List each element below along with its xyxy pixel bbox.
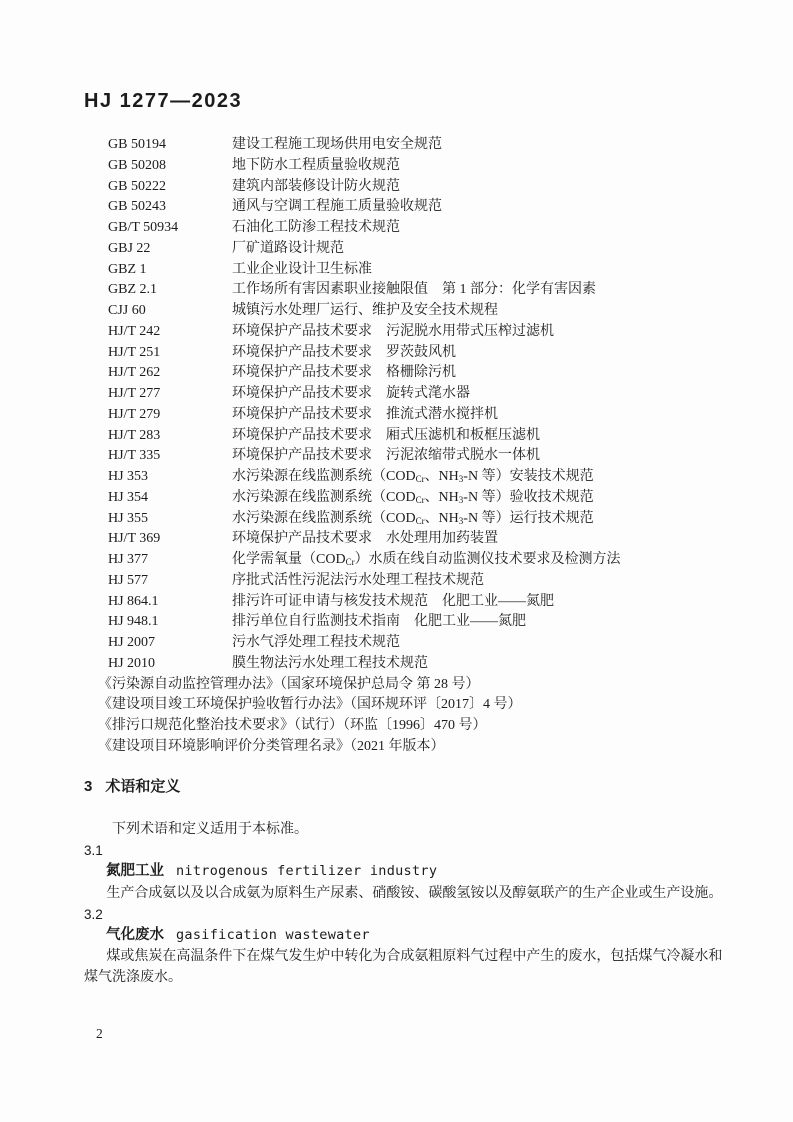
term-items (84, 840, 734, 988)
reference-code: HJ/T 335 (108, 448, 161, 464)
reference-row (98, 280, 621, 301)
reference-note: 《建设项目竣工环境保护验收暂行办法》（国环规环评〔2017〕4 号） (98, 697, 522, 713)
reference-title: 序批式活性污泥法污水处理工程技术规范 (232, 572, 484, 588)
reference-code: HJ/T 251 (108, 344, 161, 360)
reference-code: GBZ 2.1 (108, 282, 157, 298)
reference-title: 工作场所有害因素职业接触限值 第 1 部分：化学有害因素 (232, 282, 596, 298)
reference-row (98, 612, 621, 633)
reference-code: GB/T 50934 (108, 220, 179, 235)
reference-note: 《污染源自动监控管理办法》（国家环境保护总局令 第 28 号） (98, 676, 480, 692)
reference-code: HJ 354 (108, 489, 149, 505)
normative-references-list (98, 135, 621, 758)
reference-row (98, 592, 621, 613)
terms-and-definitions-section (84, 777, 734, 989)
reference-title: 建设工程施工现场供用电安全规范 (232, 137, 442, 152)
reference-row (98, 529, 621, 550)
reference-row (98, 571, 621, 592)
reference-title: 排污单位自行监测技术指南 化肥工业——氮肥 (232, 614, 526, 630)
reference-code: HJ 864.1 (108, 593, 159, 609)
term-english: nitrogenous fertilizer industry (176, 863, 438, 880)
reference-title: 水污染源在线监测系统（$COD_{Cr}$、$NH_3-N$ 等）运行技术规范 (232, 510, 594, 526)
reference-code: GB 50222 (108, 178, 166, 194)
reference-row (98, 343, 621, 364)
reference-code: HJ 2010 (108, 655, 156, 671)
reference-title: 环境保护产品技术要求 厢式压滤机和板框压滤机 (232, 427, 540, 443)
reference-title: 化学需氧量$(COD_{Cr})$水质在线自动监测仪技术要求及检测方法 (232, 552, 621, 567)
reference-title: 环境保护产品技术要求 污泥脱水用带式压榨过滤机 (232, 323, 554, 339)
reference-row (98, 218, 621, 239)
reference-row (98, 405, 621, 426)
section-title: 术语和定义 (105, 778, 181, 795)
reference-title: 地下防水工程质量验收规范 (232, 157, 400, 173)
reference-code: HJ 2007 (108, 635, 156, 650)
reference-code: HJ/T 369 (108, 531, 161, 547)
terms-intro: 下列术语和定义适用于本标准。 (112, 822, 308, 837)
reference-note: 《排污口规范化整治技术要求》（试行）（环监〔1996〕470 号） (98, 718, 487, 733)
reference-title: 环境保护产品技术要求 推流式潜水搅拌机 (232, 406, 498, 422)
reference-title: 环境保护产品技术要求 格栅除污机 (232, 365, 456, 381)
term-definition: 煤或焦炭在高温条件下在煤气发生炉中转化为合成氨粗原料气过程中产生的废水，包括煤气冷凝水和煤气洗涤废水。 (84, 949, 723, 986)
section-number: 3 (84, 778, 93, 795)
reference-code: HJ 355 (108, 510, 149, 526)
reference-title: 膜生物法污水处理工程技术规范 (232, 655, 428, 671)
reference-title: 环境保护产品技术要求 污泥浓缩带式脱水一体机 (232, 448, 540, 464)
term-definition: 生产合成氨以及以合成氨为原料生产尿素、硝酸铵、碳酸氢铵以及醇氨联产的生产企业或生产设施。 (106, 885, 723, 901)
reference-row (98, 363, 621, 384)
reference-title: 环境保护产品技术要求 罗茨鼓风机 (232, 344, 456, 360)
reference-title: 工业企业设计卫生标准 (232, 261, 372, 277)
reference-row (98, 633, 621, 654)
term-english: gasification wastewater (176, 927, 370, 944)
reference-code: HJ/T 262 (108, 365, 161, 381)
reference-code: GB 50194 (108, 137, 166, 152)
term-line (84, 925, 734, 946)
reference-row (98, 239, 621, 260)
reference-code: CJJ 60 (108, 303, 146, 318)
reference-code: HJ/T 283 (108, 427, 161, 443)
reference-title: 环境保护产品技术要求 水处理用加药装置 (232, 531, 498, 547)
reference-row (98, 197, 621, 218)
page-number: 2 (96, 1026, 103, 1041)
reference-row (98, 654, 621, 675)
reference-title: 厂矿道路设计规范 (232, 240, 344, 256)
reference-note: 《建设项目环境影响评价分类管理名录》（2021 年版本） (98, 738, 445, 754)
reference-title: 排污许可证申请与核发技术规范 化肥工业——氮肥 (232, 593, 554, 609)
reference-row (98, 550, 621, 571)
reference-row (98, 384, 621, 405)
reference-title: 水污染源在线监测系统（$COD_{Cr}$、$NH_3-N$ 等）验收技术规范 (232, 489, 594, 505)
reference-title: 水污染源在线监测系统（$COD_{Cr}$、$NH_3-N$ 等）安装技术规范 (232, 469, 594, 484)
term-chinese: 氮肥工业 (106, 863, 164, 880)
reference-row (98, 488, 621, 509)
reference-row (98, 135, 621, 156)
reference-row (98, 177, 621, 198)
reference-code: HJ/T 279 (108, 406, 161, 422)
reference-code: GB 50208 (108, 157, 166, 173)
reference-code: HJ/T 277 (108, 386, 161, 401)
term-line (84, 861, 734, 882)
reference-title: 环境保护产品技术要求 旋转式滗水器 (232, 386, 470, 401)
reference-row (98, 446, 621, 467)
reference-row (98, 509, 621, 530)
reference-title: 污水气浮处理工程技术规范 (232, 635, 400, 650)
term-item (84, 904, 734, 989)
reference-row (98, 426, 621, 447)
reference-code: HJ 377 (108, 552, 149, 567)
standard-number-header: HJ 1277—2023 (84, 90, 243, 112)
reference-title: 建筑内部装修设计防火规范 (232, 178, 400, 194)
reference-row (98, 322, 621, 343)
reference-code: GB 50243 (108, 199, 166, 215)
term-chinese: 气化废水 (106, 927, 164, 944)
reference-code: HJ/T 242 (108, 323, 161, 339)
reference-code: GBZ 1 (108, 261, 147, 277)
reference-title: 城镇污水处理厂运行、维护及安全技术规程 (232, 303, 498, 318)
reference-row (98, 467, 621, 488)
reference-code: HJ 948.1 (108, 614, 159, 630)
reference-code: HJ 353 (108, 469, 149, 484)
reference-row (98, 156, 621, 177)
reference-title: 石油化工防渗工程技术规范 (232, 220, 400, 235)
reference-code: HJ 577 (108, 572, 149, 588)
term-item (84, 840, 734, 904)
reference-title: 通风与空调工程施工质量验收规范 (232, 199, 442, 215)
term-number: 3.1 (84, 843, 103, 859)
term-number: 3.2 (84, 906, 103, 922)
reference-row (98, 301, 621, 322)
reference-row (98, 260, 621, 281)
reference-code: GBJ 22 (108, 240, 151, 256)
section-heading (84, 777, 734, 797)
